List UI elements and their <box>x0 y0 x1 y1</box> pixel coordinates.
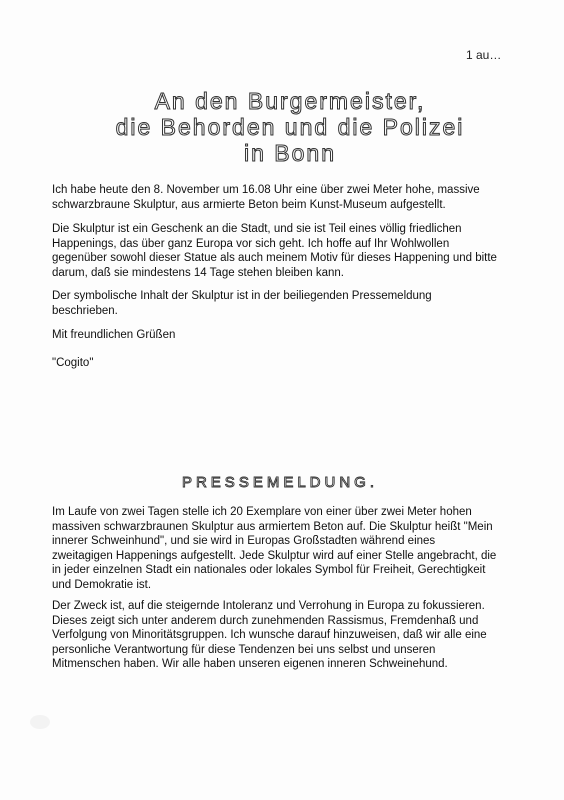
text-line: in jeder einzelnen Stadt ein nationales oder lokales Symbol für Freiheit, Gerechtigkeit <box>52 564 486 577</box>
letter-signature: "Cogito" <box>52 357 94 369</box>
text-line: schwarzbraune Skulptur, aus armierte Beton beim Kunst-Museum aufgestellt. <box>52 198 446 211</box>
press-release-heading: PRESSEMELDUNG. <box>181 474 379 491</box>
text-line: zweitagigen Happenings aufgestellt. Jede Skulptur wird auf einer Stelle angebracht, die <box>52 549 497 562</box>
text-line: gegenüber sowohl dieser Statue als auch meinem Motiv für dieses Happening und bitte <box>52 252 497 265</box>
text-line: Die Skulptur ist ein Geschenk an die Stadt, und sie ist Teil eines völlig friedlichen <box>52 223 462 235</box>
text-line: Happenings, das über ganz Europa vor sich geht. Ich hoffe auf Ihr Wohlwollen <box>52 237 450 250</box>
text-line: Der symbolische Inhalt der Skulptur ist in der beiliegenden Pressemeldung <box>52 290 432 302</box>
text-line: darum, daß sie mindestens 14 Tage stehen bleiben kann. <box>52 266 344 279</box>
press-paragraph-2 <box>52 599 522 672</box>
page-number: 1 au… <box>466 48 502 62</box>
text-line: innerer Schweinhund", und sie wird in Europas Großstadten während eines <box>52 535 436 548</box>
text-line: personliche Verantwortung für diese Tendenzen bei uns selbst und unseren <box>52 643 436 656</box>
text-line: Der Zweck ist, auf die steigernde Intoleranz und Verrohung in Europa zu fokussieren. <box>52 600 485 612</box>
title-line-1: An den Burgermeister, <box>154 88 426 114</box>
title-line-3: in Bonn <box>243 140 336 166</box>
letter-paragraph-3 <box>52 289 522 318</box>
text-line: Im Laufe von zwei Tagen stelle ich 20 Exemplare von einer über zwei Meter hohen <box>52 506 472 518</box>
letter-paragraph-1 <box>52 183 522 212</box>
text-line: Verfolgung von Minoritätsgruppen. Ich wunsche darauf hinzuweisen, daß wir alle eine <box>52 629 487 642</box>
text-line: massiven schwarzbraunen Skulptur aus armiertem Beton auf. Die Skulptur heißt "Mein <box>52 520 493 533</box>
text-line: Mitmenschen haben. Wir alle haben unseren eigenen inneren Schweinehund. <box>52 658 448 671</box>
letter-paragraph-2 <box>52 222 522 280</box>
text-line: beschrieben. <box>52 304 118 317</box>
letter-closing: Mit freundlichen Grüßen <box>52 329 176 341</box>
letter-title <box>60 88 520 166</box>
press-paragraph-1 <box>52 505 522 593</box>
text-line: und Demokratie ist. <box>52 578 152 591</box>
title-line-2: die Behorden und die Polizei <box>115 114 465 140</box>
text-line: Ich habe heute den 8. November um 16.08 Uhr eine über zwei Meter hohe, massive <box>52 184 480 196</box>
text-line: Dieses zeigt sich unter anderem durch zunehmenden Rassismus, Fremdenhaß und <box>52 614 479 627</box>
scan-smudge <box>30 715 50 729</box>
